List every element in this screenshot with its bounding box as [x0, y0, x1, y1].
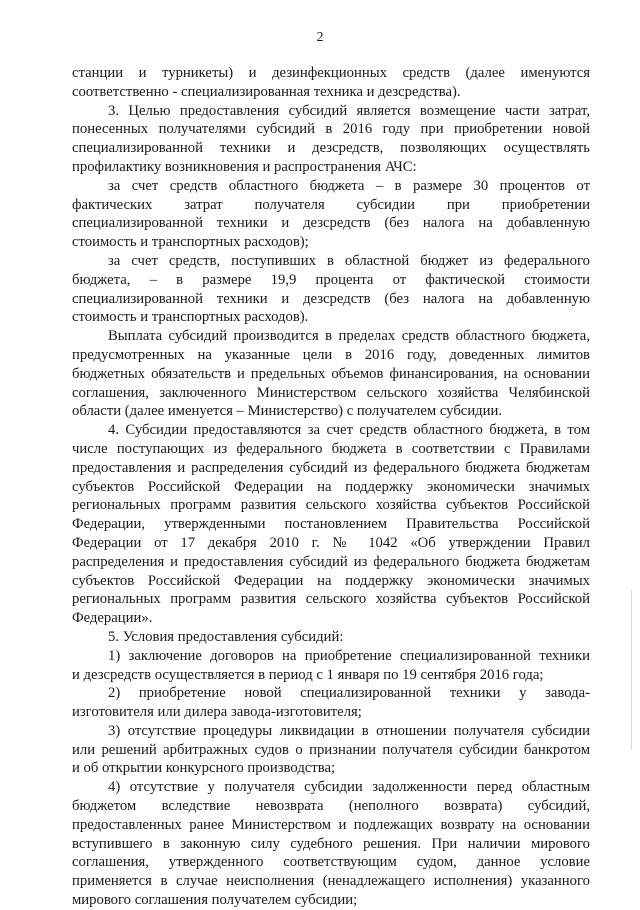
- text-line: Федерации».: [72, 610, 153, 627]
- text-line: вступившего в законную силу судебного решения. При наличии мирового: [72, 835, 590, 852]
- text-line: 3) отсутствие процедуры ликвидации в отношении получателя субсидии: [108, 722, 590, 739]
- text-line: профилактику возникновения и распространения АЧС:: [72, 158, 417, 175]
- text-line: числе поступающих из федерального бюджета в соответствии с Правилами: [72, 440, 590, 457]
- text-line: специализированной техники и дезсредств, позволяющих осуществлять: [72, 140, 590, 157]
- paragraph: [72, 628, 590, 647]
- text-line: региональных программ развития сельского хозяйства субъектов Российской: [72, 497, 590, 514]
- text-line: соглашения, заключенного Министерством сельского хозяйства Челябинской: [72, 384, 590, 401]
- text-line: соответственно - специализированная техника и дезсредства).: [72, 83, 461, 100]
- text-line: 4. Субсидии предоставляются за счет средств областного бюджета, в том: [108, 422, 590, 439]
- text-line: бюджета, – в размере 19,9 процента от фактической стоимости: [72, 271, 590, 288]
- text-line: соглашения, утвержденного соответствующим судом, данное условие: [72, 854, 590, 871]
- paragraph: [72, 684, 590, 722]
- text-line: изготовителя или дилера завода-изготовителя;: [72, 704, 362, 721]
- text-line: Выплата субсидий производится в пределах средств областного бюджета,: [108, 328, 590, 345]
- text-line: применяется в случае неисполнения (ненадлежащего исполнения) указанного: [72, 873, 590, 890]
- text-line: стоимость и транспортных расходов);: [72, 234, 309, 251]
- text-line: 2) приобретение новой специализированной техники у завода-: [108, 685, 590, 702]
- text-line: и дезсредств осуществляется в период с 1 января по 19 сентября 2016 года;: [72, 666, 544, 683]
- paragraph: [72, 64, 590, 102]
- text-line: субъектов Российской Федерации на поддержку экономически значимых: [72, 478, 590, 495]
- text-line: стоимость и транспортных расходов).: [72, 309, 309, 326]
- text-line: Федерации, утвержденными постановлением Правительства Российской: [72, 516, 590, 533]
- text-line: за счет средств, поступивших в областной бюджет из федерального: [108, 252, 590, 269]
- text-line: или решений арбитражных судов о признании получателя субсидии банкротом: [72, 741, 590, 758]
- text-line: и об открытии конкурсного производства;: [72, 760, 336, 777]
- text-line: Федерации от 17 декабря 2010 г. № 1042 «Об утверждении Правил: [72, 534, 590, 551]
- text-line: специализированной техники и дезсредств (без налога на добавленную: [72, 215, 590, 232]
- page-number: 2: [316, 30, 324, 45]
- paragraph: [72, 102, 590, 177]
- text-line: бюджетных обязательств и предельных объемов финансирования, на основании: [72, 365, 590, 382]
- text-line: понесенных получателями субсидий в 2016 году при приобретении новой: [72, 121, 590, 138]
- paragraph: [72, 177, 590, 252]
- text-line: 4) отсутствие у получателя субсидии задолженности перед областным: [108, 779, 590, 796]
- text-line: специализированной техники и дезсредств (без налога на добавленную: [72, 290, 590, 307]
- paragraph: [72, 647, 590, 685]
- text-line: региональных программ развития сельского хозяйства субъектов Российской: [72, 591, 590, 608]
- text-line: 1) заключение договоров на приобретение специализированной техники: [108, 647, 590, 664]
- text-line: фактических затрат получателя субсидии при приобретении: [72, 196, 590, 213]
- paragraph: [72, 722, 590, 778]
- text-line: предоставления и распределения субсидий из федерального бюджета бюджетам: [72, 459, 590, 476]
- paragraph: [72, 327, 590, 421]
- text-line: области (далее именуется – Министерство) с получателем субсидии.: [72, 403, 503, 420]
- scan-margin-mark: [631, 590, 632, 750]
- text-line: 5. Условия предоставления субсидий:: [108, 628, 344, 645]
- text-line: предоставленных ранее Министерством и подлежащих возврату на основании: [72, 816, 590, 833]
- document-body: [72, 64, 590, 910]
- paragraph: [72, 421, 590, 628]
- text-line: предусмотренных на указанные цели в 2016 году, доведенных лимитов: [72, 346, 590, 363]
- text-line: субъектов Российской Федерации на поддержку экономически значимых: [72, 572, 590, 589]
- text-line: распределения и предоставления субсидий из федерального бюджета бюджетам: [72, 553, 590, 570]
- paragraph: [72, 252, 590, 327]
- text-line: за счет средств областного бюджета – в размере 30 процентов от: [108, 177, 590, 194]
- text-line: мирового соглашения получателем субсидии;: [72, 892, 358, 909]
- text-line: бюджетом вследствие невозврата (неполного возврата) субсидий,: [72, 798, 590, 815]
- paragraph: [72, 778, 590, 910]
- text-line: станции и турникеты) и дезинфекционных средств (далее именуются: [72, 65, 590, 81]
- text-line: 3. Целью предоставления субсидий является возмещение части затрат,: [108, 102, 590, 119]
